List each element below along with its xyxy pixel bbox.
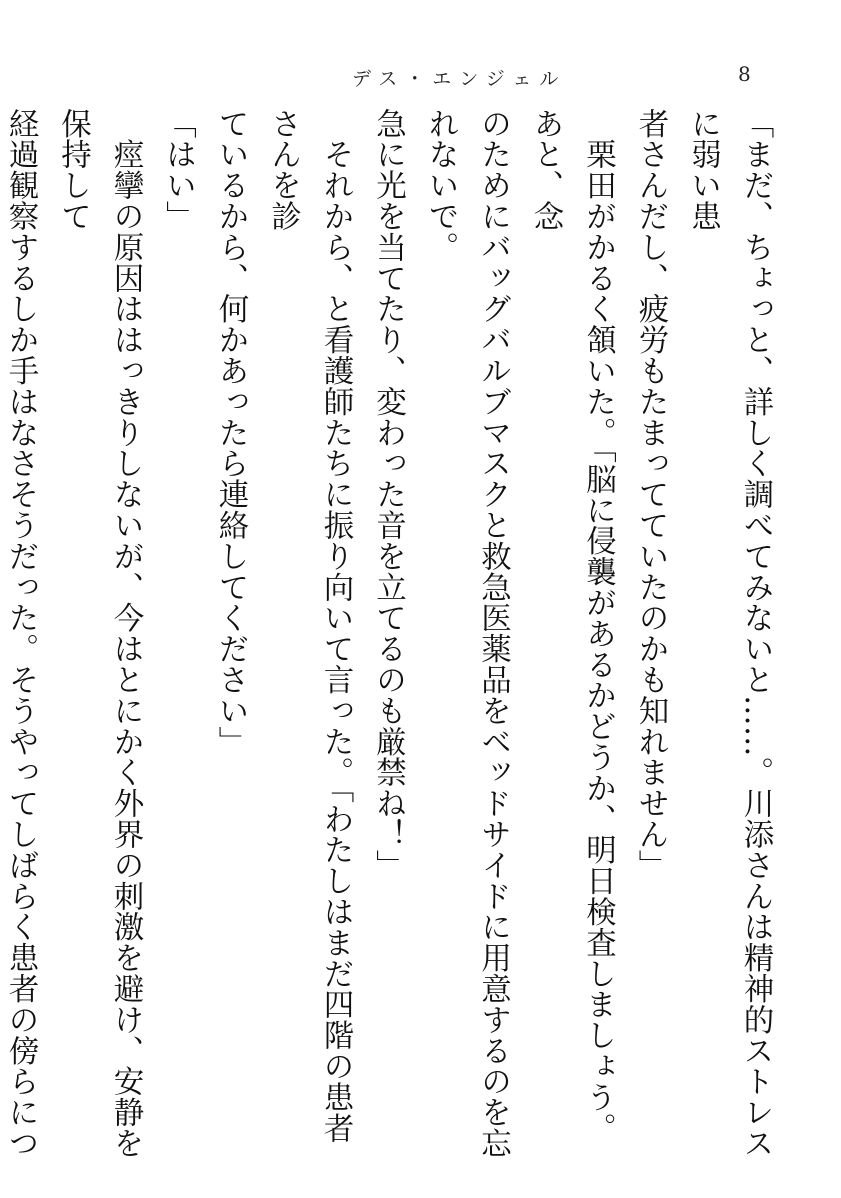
text-line: 「まだ、ちょっと、詳しく調べてみないと……。川添さんは精神的ストレスに弱い患	[685, 108, 773, 1159]
text-line: それから、と看護師たちに振り向いて言った。「わたしはまだ四階の患者さんを診	[265, 108, 353, 1144]
text-line: 痙攣の原因ははっきりしないが、今はとにかく外界の刺激を避け、安静を保持して	[55, 108, 143, 1159]
text-line: のためにバッグバルブマスクと救急医薬品をベッドサイドに用意するのを忘れないで。	[423, 108, 511, 1159]
text-line: 急に光を当てたり、変わった音を立てるのも厳禁ね！」	[370, 108, 406, 881]
text-line: 者さんだし、疲労もたまってていたのかも知れません」	[633, 108, 668, 881]
running-header: デス・エンジェル	[352, 68, 567, 90]
page-number: 8	[738, 62, 751, 86]
text-line: 栗田がかるく頷いた。「脳に侵襲があるかどうか、明日検査しましょう。あと、念	[528, 108, 616, 1144]
vertical-body-text	[3, 108, 781, 1168]
text-line: 経過観察するしか手はなさそうだった。そうやってしばらく患者の傍らにつ	[3, 108, 38, 1159]
text-line: 「はい」	[160, 108, 196, 232]
text-line: ているから、何かあったら連絡してください」	[213, 108, 248, 757]
